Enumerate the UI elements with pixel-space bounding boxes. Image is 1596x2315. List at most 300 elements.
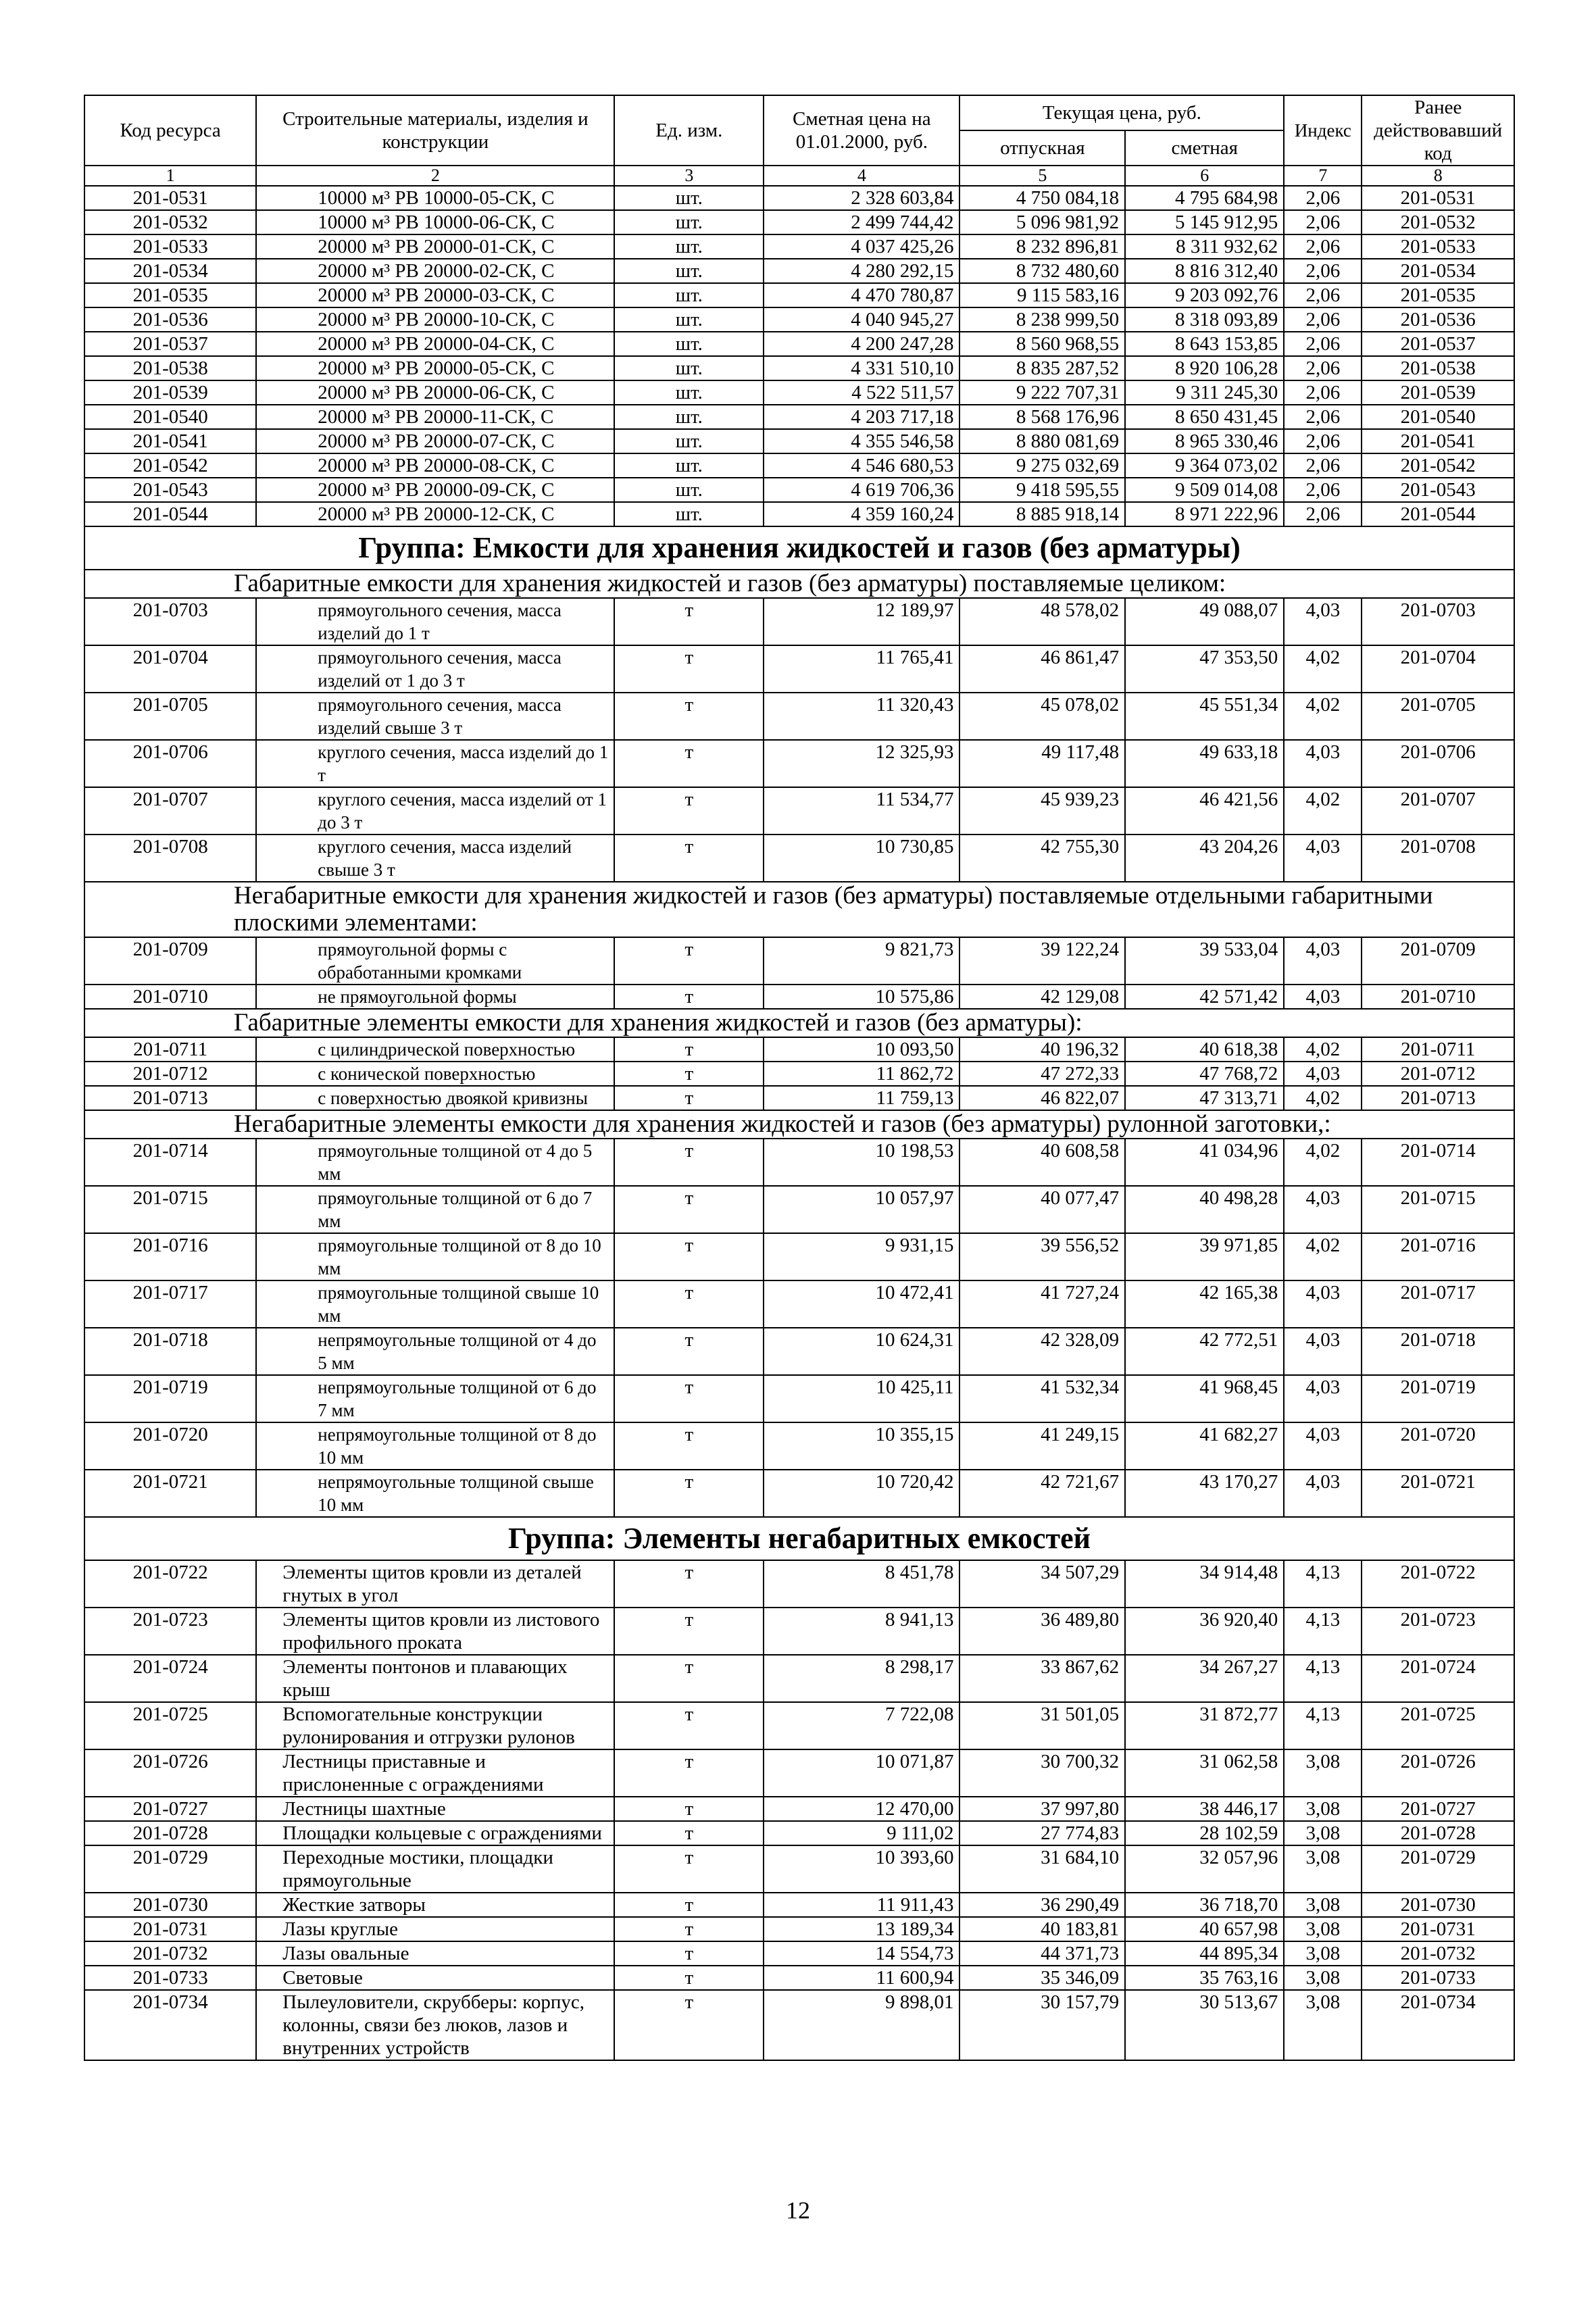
estimate-price: 43 170,27	[1125, 1470, 1284, 1517]
price-index: 4,03	[1284, 1186, 1362, 1233]
release-price: 5 096 981,92	[959, 210, 1125, 234]
release-price: 40 608,58	[959, 1139, 1125, 1186]
previous-code: 201-0709	[1362, 937, 1514, 985]
estimate-price: 36 718,70	[1125, 1893, 1284, 1917]
unit: т	[614, 1422, 764, 1470]
base-price: 11 534,77	[764, 787, 959, 835]
estimate-price: 40 618,38	[1125, 1037, 1284, 1062]
price-table-sheet	[84, 95, 1515, 2061]
unit: т	[614, 1037, 764, 1062]
unit: т	[614, 693, 764, 740]
resource-code: 201-0531	[84, 186, 256, 210]
base-price: 4 200 247,28	[764, 332, 959, 356]
price-index: 2,06	[1284, 502, 1362, 526]
release-price: 40 196,32	[959, 1037, 1125, 1062]
release-price: 39 122,24	[959, 937, 1125, 985]
estimate-price: 41 682,27	[1125, 1422, 1284, 1470]
estimate-price: 35 763,16	[1125, 1966, 1284, 1990]
base-price: 11 600,94	[764, 1966, 959, 1990]
price-index: 2,06	[1284, 234, 1362, 259]
table-row	[84, 502, 1514, 526]
unit: т	[614, 645, 764, 693]
column-number-row	[84, 166, 1514, 186]
estimate-price: 8 965 330,46	[1125, 429, 1284, 453]
price-index: 3,08	[1284, 1893, 1362, 1917]
estimate-price: 40 498,28	[1125, 1186, 1284, 1233]
estimate-price: 5 145 912,95	[1125, 210, 1284, 234]
resource-code: 201-0720	[84, 1422, 256, 1470]
price-index: 3,08	[1284, 1821, 1362, 1845]
previous-code: 201-0711	[1362, 1037, 1514, 1062]
base-price: 12 470,00	[764, 1797, 959, 1821]
unit: т	[614, 598, 764, 645]
table-row	[84, 985, 1514, 1009]
resource-name: 20000 м³ РВ 20000-06-СК, С	[256, 380, 614, 405]
table-row	[84, 234, 1514, 259]
resource-name: 20000 м³ РВ 20000-01-СК, С	[256, 234, 614, 259]
previous-code: 201-0716	[1362, 1233, 1514, 1280]
resource-name: прямоугольные толщиной свыше 10 мм	[256, 1280, 614, 1328]
table-row	[84, 1422, 1514, 1470]
resource-code: 201-0703	[84, 598, 256, 645]
base-price: 11 759,13	[764, 1086, 959, 1110]
unit: шт.	[614, 234, 764, 259]
resource-code: 201-0536	[84, 307, 256, 332]
table-row	[84, 380, 1514, 405]
previous-code: 201-0734	[1362, 1990, 1514, 2060]
base-price: 12 189,97	[764, 598, 959, 645]
table-row	[84, 835, 1514, 882]
estimate-price: 9 311 245,30	[1125, 380, 1284, 405]
price-index: 4,03	[1284, 1328, 1362, 1375]
resource-code: 201-0539	[84, 380, 256, 405]
unit: т	[614, 1186, 764, 1233]
resource-code: 201-0716	[84, 1233, 256, 1280]
unit: шт.	[614, 186, 764, 210]
base-price: 4 546 680,53	[764, 453, 959, 478]
release-price: 4 750 084,18	[959, 186, 1125, 210]
price-index: 4,02	[1284, 1233, 1362, 1280]
resource-code: 201-0706	[84, 740, 256, 787]
subgroup-heading	[84, 1110, 1514, 1139]
resource-code: 201-0722	[84, 1560, 256, 1608]
estimate-price: 42 165,38	[1125, 1280, 1284, 1328]
previous-code: 201-0712	[1362, 1062, 1514, 1086]
release-price: 8 232 896,81	[959, 234, 1125, 259]
resource-code: 201-0705	[84, 693, 256, 740]
resource-code: 201-0541	[84, 429, 256, 453]
price-index: 4,03	[1284, 985, 1362, 1009]
unit: т	[614, 1990, 764, 2060]
unit: шт.	[614, 283, 764, 307]
price-index: 3,08	[1284, 1941, 1362, 1966]
estimate-price: 8 311 932,62	[1125, 234, 1284, 259]
resource-name: прямоугольного сечения, масса изделий от 1 до 3 т	[256, 645, 614, 693]
estimate-price: 46 421,56	[1125, 787, 1284, 835]
resource-name: 20000 м³ РВ 20000-03-СК, С	[256, 283, 614, 307]
table-row	[84, 356, 1514, 380]
resource-code: 201-0717	[84, 1280, 256, 1328]
resource-code: 201-0734	[84, 1990, 256, 2060]
table-row	[84, 1917, 1514, 1941]
price-table	[84, 95, 1515, 2061]
header-prev-code: Ранее действовавший код	[1362, 95, 1514, 166]
base-price: 10 071,87	[764, 1749, 959, 1797]
previous-code: 201-0714	[1362, 1139, 1514, 1186]
resource-name: 10000 м³ РВ 10000-05-СК, С	[256, 186, 614, 210]
release-price: 47 272,33	[959, 1062, 1125, 1086]
estimate-price: 42 772,51	[1125, 1328, 1284, 1375]
col-num: 3	[614, 166, 764, 186]
release-price: 27 774,83	[959, 1821, 1125, 1845]
unit: т	[614, 1086, 764, 1110]
estimate-price: 30 513,67	[1125, 1990, 1284, 2060]
resource-name: 20000 м³ РВ 20000-04-СК, С	[256, 332, 614, 356]
base-price: 4 203 717,18	[764, 405, 959, 429]
release-price: 45 078,02	[959, 693, 1125, 740]
release-price: 46 822,07	[959, 1086, 1125, 1110]
estimate-price: 8 318 093,89	[1125, 307, 1284, 332]
table-row	[84, 1893, 1514, 1917]
price-index: 4,13	[1284, 1560, 1362, 1608]
estimate-price: 4 795 684,98	[1125, 186, 1284, 210]
price-index: 4,02	[1284, 693, 1362, 740]
page-number: 12	[786, 2197, 810, 2224]
table-row	[84, 1328, 1514, 1375]
base-price: 12 325,93	[764, 740, 959, 787]
previous-code: 201-0710	[1362, 985, 1514, 1009]
base-price: 4 040 945,27	[764, 307, 959, 332]
release-price: 36 290,49	[959, 1893, 1125, 1917]
table-row	[84, 429, 1514, 453]
resource-name: Лазы круглые	[256, 1917, 614, 1941]
unit: т	[614, 1560, 764, 1608]
resource-code: 201-0726	[84, 1749, 256, 1797]
previous-code: 201-0538	[1362, 356, 1514, 380]
resource-name: круглого сечения, масса изделий до 1 т	[256, 740, 614, 787]
unit: т	[614, 740, 764, 787]
unit: шт.	[614, 453, 764, 478]
base-price: 10 720,42	[764, 1470, 959, 1517]
estimate-price: 9 203 092,76	[1125, 283, 1284, 307]
estimate-price: 8 971 222,96	[1125, 502, 1284, 526]
resource-name: 20000 м³ РВ 20000-09-СК, С	[256, 478, 614, 502]
release-price: 9 222 707,31	[959, 380, 1125, 405]
table-row	[84, 1375, 1514, 1422]
resource-name: непрямоугольные толщиной от 4 до 5 мм	[256, 1328, 614, 1375]
group-heading-title: Группа: Емкости для хранения жидкостей и газов (без арматуры)	[84, 526, 1514, 570]
table-row	[84, 1821, 1514, 1845]
previous-code: 201-0535	[1362, 283, 1514, 307]
subgroup-heading	[84, 882, 1514, 937]
base-price: 13 189,34	[764, 1917, 959, 1941]
base-price: 10 198,53	[764, 1139, 959, 1186]
base-price: 2 499 744,42	[764, 210, 959, 234]
price-index: 4,03	[1284, 937, 1362, 985]
resource-name: прямоугольные толщиной от 8 до 10 мм	[256, 1233, 614, 1280]
resource-code: 201-0711	[84, 1037, 256, 1062]
resource-name: круглого сечения, масса изделий свыше 3 т	[256, 835, 614, 882]
previous-code: 201-0704	[1362, 645, 1514, 693]
release-price: 44 371,73	[959, 1941, 1125, 1966]
resource-name: Лестницы шахтные	[256, 1797, 614, 1821]
table-row	[84, 332, 1514, 356]
group-heading	[84, 1517, 1514, 1560]
release-price: 36 489,80	[959, 1608, 1125, 1655]
table-row	[84, 307, 1514, 332]
base-price: 10 472,41	[764, 1280, 959, 1328]
release-price: 46 861,47	[959, 645, 1125, 693]
unit: т	[614, 1797, 764, 1821]
resource-code: 201-0532	[84, 210, 256, 234]
unit: т	[614, 1966, 764, 1990]
estimate-price: 45 551,34	[1125, 693, 1284, 740]
previous-code: 201-0703	[1362, 598, 1514, 645]
previous-code: 201-0706	[1362, 740, 1514, 787]
previous-code: 201-0536	[1362, 307, 1514, 332]
col-num: 4	[764, 166, 959, 186]
resource-name: прямоугольные толщиной от 6 до 7 мм	[256, 1186, 614, 1233]
header-unit: Ед. изм.	[614, 95, 764, 166]
resource-code: 201-0533	[84, 234, 256, 259]
previous-code: 201-0731	[1362, 1917, 1514, 1941]
resource-name: Пылеуловители, скрубберы: корпус, колонны, связи без люков, лазов и внутренних устройств	[256, 1990, 614, 2060]
estimate-price: 49 633,18	[1125, 740, 1284, 787]
price-index: 4,02	[1284, 645, 1362, 693]
price-index: 2,06	[1284, 332, 1362, 356]
estimate-price: 47 768,72	[1125, 1062, 1284, 1086]
previous-code: 201-0722	[1362, 1560, 1514, 1608]
resource-name: непрямоугольные толщиной от 8 до 10 мм	[256, 1422, 614, 1470]
release-price: 42 721,67	[959, 1470, 1125, 1517]
previous-code: 201-0733	[1362, 1966, 1514, 1990]
resource-name: Лестницы приставные и прислоненные с ограждениями	[256, 1749, 614, 1797]
estimate-price: 9 509 014,08	[1125, 478, 1284, 502]
table-row	[84, 1990, 1514, 2060]
header-row	[84, 95, 1514, 130]
release-price: 42 755,30	[959, 835, 1125, 882]
header-current-price: Текущая цена, руб.	[959, 95, 1284, 130]
release-price: 41 249,15	[959, 1422, 1125, 1470]
price-index: 4,03	[1284, 1280, 1362, 1328]
resource-name: Жесткие затворы	[256, 1893, 614, 1917]
estimate-price: 47 353,50	[1125, 645, 1284, 693]
base-price: 10 575,86	[764, 985, 959, 1009]
resource-name: 20000 м³ РВ 20000-12-СК, С	[256, 502, 614, 526]
release-price: 8 885 918,14	[959, 502, 1125, 526]
header-release: отпускная	[959, 130, 1125, 166]
release-price: 9 275 032,69	[959, 453, 1125, 478]
col-num: 7	[1284, 166, 1362, 186]
estimate-price: 39 533,04	[1125, 937, 1284, 985]
unit: шт.	[614, 429, 764, 453]
release-price: 8 238 999,50	[959, 307, 1125, 332]
previous-code: 201-0543	[1362, 478, 1514, 502]
base-price: 10 730,85	[764, 835, 959, 882]
resource-code: 201-0707	[84, 787, 256, 835]
price-index: 4,02	[1284, 1037, 1362, 1062]
resource-name: Световые	[256, 1966, 614, 1990]
previous-code: 201-0719	[1362, 1375, 1514, 1422]
release-price: 45 939,23	[959, 787, 1125, 835]
release-price: 35 346,09	[959, 1966, 1125, 1990]
unit: шт.	[614, 259, 764, 283]
header-index: Индекс	[1284, 95, 1362, 166]
base-price: 11 911,43	[764, 1893, 959, 1917]
resource-code: 201-0725	[84, 1702, 256, 1749]
unit: шт.	[614, 405, 764, 429]
previous-code: 201-0721	[1362, 1470, 1514, 1517]
resource-code: 201-0728	[84, 1821, 256, 1845]
previous-code: 201-0540	[1362, 405, 1514, 429]
header-code: Код ресурса	[84, 95, 256, 166]
estimate-price: 8 650 431,45	[1125, 405, 1284, 429]
price-index: 4,13	[1284, 1608, 1362, 1655]
previous-code: 201-0708	[1362, 835, 1514, 882]
resource-name: 20000 м³ РВ 20000-02-СК, С	[256, 259, 614, 283]
table-row	[84, 1186, 1514, 1233]
header-estimate: сметная	[1125, 130, 1284, 166]
estimate-price: 32 057,96	[1125, 1845, 1284, 1893]
resource-code: 201-0713	[84, 1086, 256, 1110]
subgroup-heading	[84, 1009, 1514, 1037]
price-index: 2,06	[1284, 283, 1362, 307]
table-row	[84, 1470, 1514, 1517]
table-row	[84, 1797, 1514, 1821]
resource-code: 201-0723	[84, 1608, 256, 1655]
table-row	[84, 283, 1514, 307]
price-index: 4,03	[1284, 740, 1362, 787]
previous-code: 201-0715	[1362, 1186, 1514, 1233]
unit: шт.	[614, 478, 764, 502]
table-row	[84, 1749, 1514, 1797]
price-index: 3,08	[1284, 1990, 1362, 2060]
table-row	[84, 1941, 1514, 1966]
base-price: 4 619 706,36	[764, 478, 959, 502]
estimate-price: 31 872,77	[1125, 1702, 1284, 1749]
base-price: 10 355,15	[764, 1422, 959, 1470]
previous-code: 201-0730	[1362, 1893, 1514, 1917]
release-price: 8 732 480,60	[959, 259, 1125, 283]
base-price: 11 862,72	[764, 1062, 959, 1086]
resource-code: 201-0727	[84, 1797, 256, 1821]
unit: шт.	[614, 307, 764, 332]
resource-code: 201-0710	[84, 985, 256, 1009]
previous-code: 201-0541	[1362, 429, 1514, 453]
estimate-price: 8 920 106,28	[1125, 356, 1284, 380]
resource-name: Площадки кольцевые с ограждениями	[256, 1821, 614, 1845]
unit: т	[614, 1655, 764, 1702]
previous-code: 201-0720	[1362, 1422, 1514, 1470]
estimate-price: 40 657,98	[1125, 1917, 1284, 1941]
release-price: 39 556,52	[959, 1233, 1125, 1280]
estimate-price: 8 643 153,85	[1125, 332, 1284, 356]
resource-name: прямоугольного сечения, масса изделий свыше 3 т	[256, 693, 614, 740]
unit: шт.	[614, 356, 764, 380]
table-row	[84, 787, 1514, 835]
unit: т	[614, 1608, 764, 1655]
base-price: 9 111,02	[764, 1821, 959, 1845]
previous-code: 201-0728	[1362, 1821, 1514, 1845]
resource-code: 201-0721	[84, 1470, 256, 1517]
price-index: 4,02	[1284, 1139, 1362, 1186]
resource-name: Вспомогательные конструкции рулонирования и отгрузки рулонов	[256, 1702, 614, 1749]
price-index: 2,06	[1284, 453, 1362, 478]
price-index: 4,03	[1284, 1062, 1362, 1086]
base-price: 4 037 425,26	[764, 234, 959, 259]
resource-code: 201-0730	[84, 1893, 256, 1917]
col-num: 5	[959, 166, 1125, 186]
resource-name: Элементы щитов кровли из деталей гнутых в угол	[256, 1560, 614, 1608]
previous-code: 201-0718	[1362, 1328, 1514, 1375]
base-price: 7 722,08	[764, 1702, 959, 1749]
resource-code: 201-0729	[84, 1845, 256, 1893]
unit: т	[614, 1821, 764, 1845]
previous-code: 201-0724	[1362, 1655, 1514, 1702]
release-price: 41 532,34	[959, 1375, 1125, 1422]
resource-name: 10000 м³ РВ 10000-06-СК, С	[256, 210, 614, 234]
resource-code: 201-0733	[84, 1966, 256, 1990]
base-price: 2 328 603,84	[764, 186, 959, 210]
price-index: 4,13	[1284, 1655, 1362, 1702]
table-row	[84, 740, 1514, 787]
unit: шт.	[614, 210, 764, 234]
base-price: 10 624,31	[764, 1328, 959, 1375]
base-price: 4 359 160,24	[764, 502, 959, 526]
unit: т	[614, 1845, 764, 1893]
unit: т	[614, 1702, 764, 1749]
table-row	[84, 1086, 1514, 1110]
estimate-price: 31 062,58	[1125, 1749, 1284, 1797]
table-row	[84, 405, 1514, 429]
unit: т	[614, 1328, 764, 1375]
base-price: 11 765,41	[764, 645, 959, 693]
col-num: 6	[1125, 166, 1284, 186]
previous-code: 201-0539	[1362, 380, 1514, 405]
resource-code: 201-0719	[84, 1375, 256, 1422]
previous-code: 201-0726	[1362, 1749, 1514, 1797]
previous-code: 201-0713	[1362, 1086, 1514, 1110]
base-price: 14 554,73	[764, 1941, 959, 1966]
unit: т	[614, 787, 764, 835]
estimate-price: 42 571,42	[1125, 985, 1284, 1009]
unit: т	[614, 1139, 764, 1186]
release-price: 40 183,81	[959, 1917, 1125, 1941]
unit: т	[614, 1062, 764, 1086]
subgroup-heading-title: Негабаритные элементы емкости для хранения жидкостей и газов (без арматуры) рулонной заготовки,:	[84, 1110, 1514, 1139]
price-index: 4,03	[1284, 835, 1362, 882]
previous-code: 201-0723	[1362, 1608, 1514, 1655]
previous-code: 201-0717	[1362, 1280, 1514, 1328]
estimate-price: 49 088,07	[1125, 598, 1284, 645]
unit: т	[614, 1941, 764, 1966]
price-index: 2,06	[1284, 307, 1362, 332]
base-price: 4 522 511,57	[764, 380, 959, 405]
price-index: 3,08	[1284, 1917, 1362, 1941]
previous-code: 201-0537	[1362, 332, 1514, 356]
base-price: 9 931,15	[764, 1233, 959, 1280]
previous-code: 201-0732	[1362, 1941, 1514, 1966]
release-price: 41 727,24	[959, 1280, 1125, 1328]
release-price: 42 129,08	[959, 985, 1125, 1009]
estimate-price: 41 968,45	[1125, 1375, 1284, 1422]
price-index: 4,03	[1284, 1422, 1362, 1470]
resource-code: 201-0724	[84, 1655, 256, 1702]
price-index: 3,08	[1284, 1966, 1362, 1990]
table-row	[84, 937, 1514, 985]
resource-name: 20000 м³ РВ 20000-10-СК, С	[256, 307, 614, 332]
release-price: 33 867,62	[959, 1655, 1125, 1702]
